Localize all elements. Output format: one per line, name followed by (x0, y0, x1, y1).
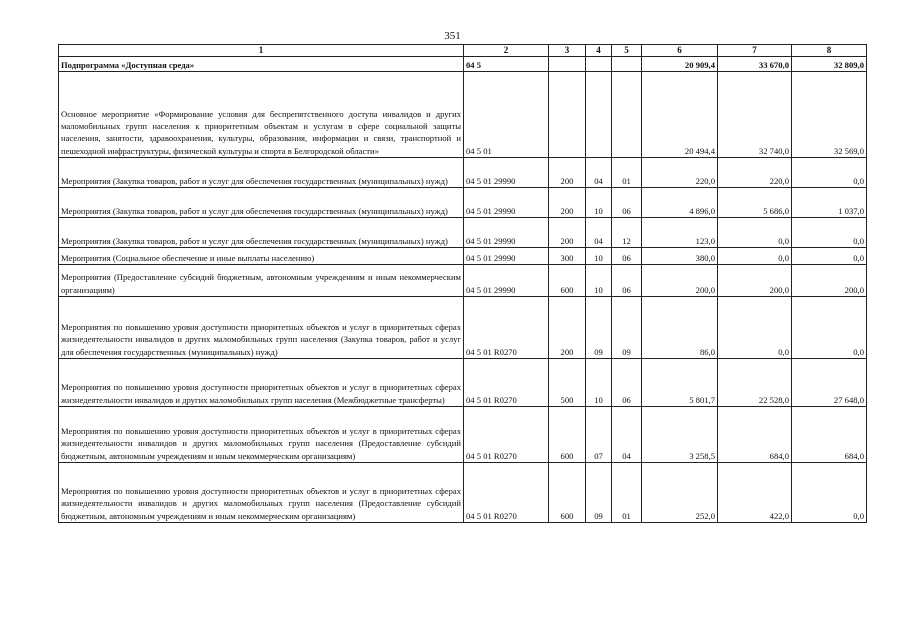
row-col4: 10 (586, 248, 612, 265)
header-col-3: 3 (549, 45, 586, 57)
header-col-1: 1 (59, 45, 464, 57)
row-code: 04 5 01 29990 (464, 188, 549, 218)
row-col5: 06 (612, 248, 642, 265)
row-code: 04 5 01 R0270 (464, 407, 549, 463)
row-v8: 1 037,0 (792, 188, 867, 218)
row-code: 04 5 01 29990 (464, 265, 549, 297)
row-name: Мероприятия по повышению уровня доступности приоритетных объектов и услуг в приоритетных сферах жизнедеятельности инвалидов и других маломобильных групп населения (Межбюджетные трансферты) (59, 359, 464, 407)
subprogram-name: Подпрограмма «Доступная среда» (59, 57, 464, 72)
row-col3: 200 (549, 218, 586, 248)
row-col3: 200 (549, 188, 586, 218)
row-v6: 220,0 (642, 158, 718, 188)
header-col-2: 2 (464, 45, 549, 57)
row-col5: 01 (612, 158, 642, 188)
row-col3: 500 (549, 359, 586, 407)
row-col3: 200 (549, 158, 586, 188)
row-col3 (549, 72, 586, 158)
subprogram-col3 (549, 57, 586, 72)
row-v7: 0,0 (718, 297, 792, 359)
row-code: 04 5 01 29990 (464, 248, 549, 265)
row-v7: 0,0 (718, 248, 792, 265)
row-col3: 600 (549, 265, 586, 297)
table-row (59, 265, 867, 297)
subprogram-code: 04 5 (464, 57, 549, 72)
header-col-8: 8 (792, 45, 867, 57)
row-code: 04 5 01 (464, 72, 549, 158)
table-row (59, 188, 867, 218)
row-col5: 06 (612, 359, 642, 407)
row-col5 (612, 72, 642, 158)
row-col5: 12 (612, 218, 642, 248)
subprogram-v6: 20 909,4 (642, 57, 718, 72)
row-name: Мероприятия (Закупка товаров, работ и услуг для обеспечения государственных (муниципальных) нужд) (59, 158, 464, 188)
row-name: Мероприятия (Закупка товаров, работ и услуг для обеспечения государственных (муниципальных) нужд) (59, 188, 464, 218)
row-v6: 20 494,4 (642, 72, 718, 158)
row-col5: 04 (612, 407, 642, 463)
page-number: 351 (444, 30, 461, 42)
row-col4: 10 (586, 359, 612, 407)
row-col3: 300 (549, 248, 586, 265)
row-v6: 123,0 (642, 218, 718, 248)
row-col4: 04 (586, 158, 612, 188)
row-col4 (586, 72, 612, 158)
row-col4: 07 (586, 407, 612, 463)
table-row (59, 463, 867, 523)
row-name: Мероприятия (Закупка товаров, работ и услуг для обеспечения государственных (муниципальных) нужд) (59, 218, 464, 248)
row-code: 04 5 01 29990 (464, 158, 549, 188)
row-v6: 4 896,0 (642, 188, 718, 218)
row-v8: 684,0 (792, 407, 867, 463)
row-col5: 06 (612, 188, 642, 218)
row-name: Мероприятия (Социальное обеспечение и иные выплаты населению) (59, 248, 464, 265)
row-v8: 32 569,0 (792, 72, 867, 158)
subprogram-row (59, 57, 867, 72)
subprogram-v8: 32 809,0 (792, 57, 867, 72)
header-col-7: 7 (718, 45, 792, 57)
table-row (59, 72, 867, 158)
row-v7: 684,0 (718, 407, 792, 463)
row-name: Основное мероприятие «Формирование условия для беспрепятственного доступа инвалидов и других маломобильных групп населения к приоритетным объектам и услугам в сфере социальной защиты населения, занятости, здравоохранения, культуры, образования, информации и связи, транспортной и пешеходной инфраструктуры, физической культуры и спорта в Белгородской области» (59, 72, 464, 158)
row-v7: 0,0 (718, 218, 792, 248)
row-v6: 86,0 (642, 297, 718, 359)
row-col3: 600 (549, 407, 586, 463)
row-col4: 10 (586, 265, 612, 297)
row-code: 04 5 01 29990 (464, 218, 549, 248)
row-col3: 600 (549, 463, 586, 523)
row-v7: 220,0 (718, 158, 792, 188)
row-v8: 0,0 (792, 463, 867, 523)
row-col5: 01 (612, 463, 642, 523)
row-name: Мероприятия по повышению уровня доступности приоритетных объектов и услуг в приоритетных сферах жизнедеятельности инвалидов и других маломобильных групп населения (Предоставление субсидий бюджетным, автономным учреждениям и иным некоммерческим организациям) (59, 407, 464, 463)
table-row (59, 359, 867, 407)
row-v6: 252,0 (642, 463, 718, 523)
row-name: Мероприятия по повышению уровня доступности приоритетных объектов и услуг в приоритетных сферах жизнедеятельности инвалидов и других маломобильных групп населения (Предоставление субсидий бюджетным, автономным учреждениям и иным некоммерческим организациям) (59, 463, 464, 523)
header-col-5: 5 (612, 45, 642, 57)
row-col5: 09 (612, 297, 642, 359)
row-col4: 10 (586, 188, 612, 218)
row-v6: 200,0 (642, 265, 718, 297)
header-col-4: 4 (586, 45, 612, 57)
header-row (59, 45, 867, 57)
row-col5: 06 (612, 265, 642, 297)
row-name: Мероприятия по повышению уровня доступности приоритетных объектов и услуг в приоритетных сферах жизнедеятельности инвалидов и других маломобильных групп населения (Закупка товаров, работ и услуг для обеспечения государственных (муниципальных) нужд) (59, 297, 464, 359)
table-row (59, 248, 867, 265)
row-v7: 32 740,0 (718, 72, 792, 158)
table-row (59, 218, 867, 248)
row-v7: 422,0 (718, 463, 792, 523)
row-v7: 200,0 (718, 265, 792, 297)
header-col-6: 6 (642, 45, 718, 57)
row-col4: 04 (586, 218, 612, 248)
row-v7: 22 528,0 (718, 359, 792, 407)
subprogram-col5 (612, 57, 642, 72)
row-code: 04 5 01 R0270 (464, 463, 549, 523)
row-code: 04 5 01 R0270 (464, 297, 549, 359)
subprogram-v7: 33 670,0 (718, 57, 792, 72)
table-row (59, 158, 867, 188)
row-v8: 27 648,0 (792, 359, 867, 407)
row-col4: 09 (586, 463, 612, 523)
row-v8: 0,0 (792, 297, 867, 359)
row-v7: 5 686,0 (718, 188, 792, 218)
subprogram-col4 (586, 57, 612, 72)
row-v6: 380,0 (642, 248, 718, 265)
budget-table (58, 44, 867, 523)
row-col4: 09 (586, 297, 612, 359)
row-name: Мероприятия (Предоставление субсидий бюджетным, автономным учреждениям и иным некоммерческим организациям) (59, 265, 464, 297)
row-v6: 3 258,5 (642, 407, 718, 463)
row-v8: 0,0 (792, 158, 867, 188)
row-v6: 5 801,7 (642, 359, 718, 407)
table-row (59, 297, 867, 359)
row-col3: 200 (549, 297, 586, 359)
row-v8: 0,0 (792, 248, 867, 265)
table-row (59, 407, 867, 463)
row-v8: 0,0 (792, 218, 867, 248)
row-v8: 200,0 (792, 265, 867, 297)
row-code: 04 5 01 R0270 (464, 359, 549, 407)
